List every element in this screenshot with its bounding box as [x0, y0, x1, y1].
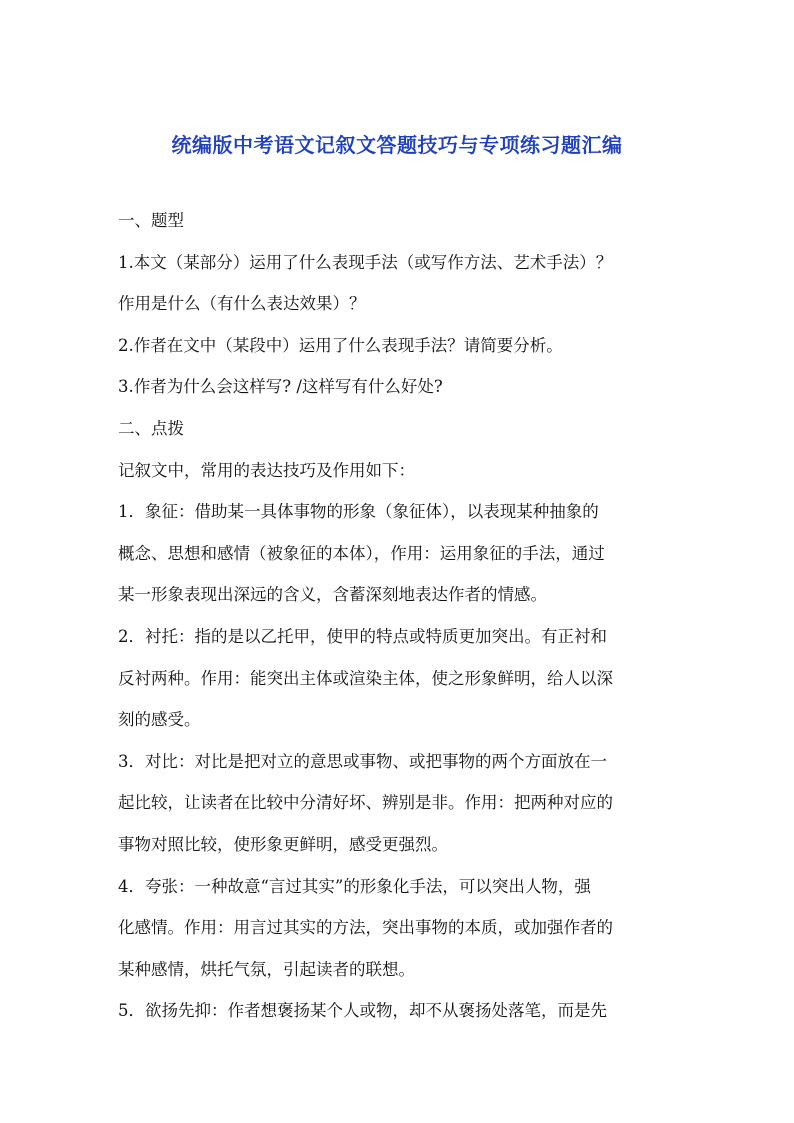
tip-4-line-2: 化感情。作用：用言过其实的方法，突出事物的本质，或加强作者的	[118, 918, 613, 938]
tip-1-line-1: 1．象征：借助某一具体事物的形象（象征体），以表现某种抽象的	[118, 502, 599, 522]
tip-3-line-3: 事物对照比较，使形象更鲜明，感受更强烈。	[118, 834, 448, 854]
tip-4-line-3: 某种感情，烘托气氛，引起读者的联想。	[118, 959, 415, 979]
tip-3-line-2: 起比较，让读者在比较中分清好坏、辨别是非。作用：把两种对应的	[118, 793, 613, 813]
tips-intro: 记叙文中，常用的表达技巧及作用如下：	[118, 460, 415, 480]
question-1-line-1: 1.本文（某部分）运用了什么表现手法（或写作方法、艺术手法）？	[118, 252, 613, 272]
section-heading-tips: 二、点拨	[118, 418, 184, 438]
section-heading-question-types: 一、题型	[118, 211, 184, 230]
question-2: 2.作者在文中（某段中）运用了什么表现手法？请简要分析。	[118, 335, 563, 355]
tip-5-line-1: 5．欲扬先抑：作者想褒扬某个人或物，却不从褒扬处落笔，而是先	[118, 1001, 607, 1021]
tip-4-line-1: 4．夸张：一种故意“言过其实”的形象化手法，可以突出人物，强	[118, 876, 591, 896]
tip-3-line-1: 3．对比：对比是把对立的意思或事物、或把事物的两个方面放在一	[118, 751, 607, 771]
document-title: 统编版中考语文记叙文答题技巧与专项练习题汇编	[171, 133, 623, 157]
tip-1-line-3: 某一形象表现出深远的含义，含蓄深刻地表达作者的情感。	[118, 585, 547, 605]
question-3: 3.作者为什么会这样写? /这样写有什么好处?	[118, 377, 443, 397]
tip-2-line-1: 2．衬托：指的是以乙托甲，使甲的特点或特质更加突出。有正衬和	[118, 626, 607, 646]
tip-2-line-3: 刻的感受。	[118, 710, 201, 730]
tip-2-line-2: 反衬两种。作用：能突出主体或渲染主体，使之形象鲜明，给人以深	[118, 668, 613, 688]
document-body	[118, 200, 688, 1032]
question-1-line-2: 作用是什么（有什么表达效果）？	[118, 294, 366, 314]
tip-1-line-2: 概念、思想和感情（被象征的本体），作用：运用象征的手法，通过	[118, 543, 605, 563]
